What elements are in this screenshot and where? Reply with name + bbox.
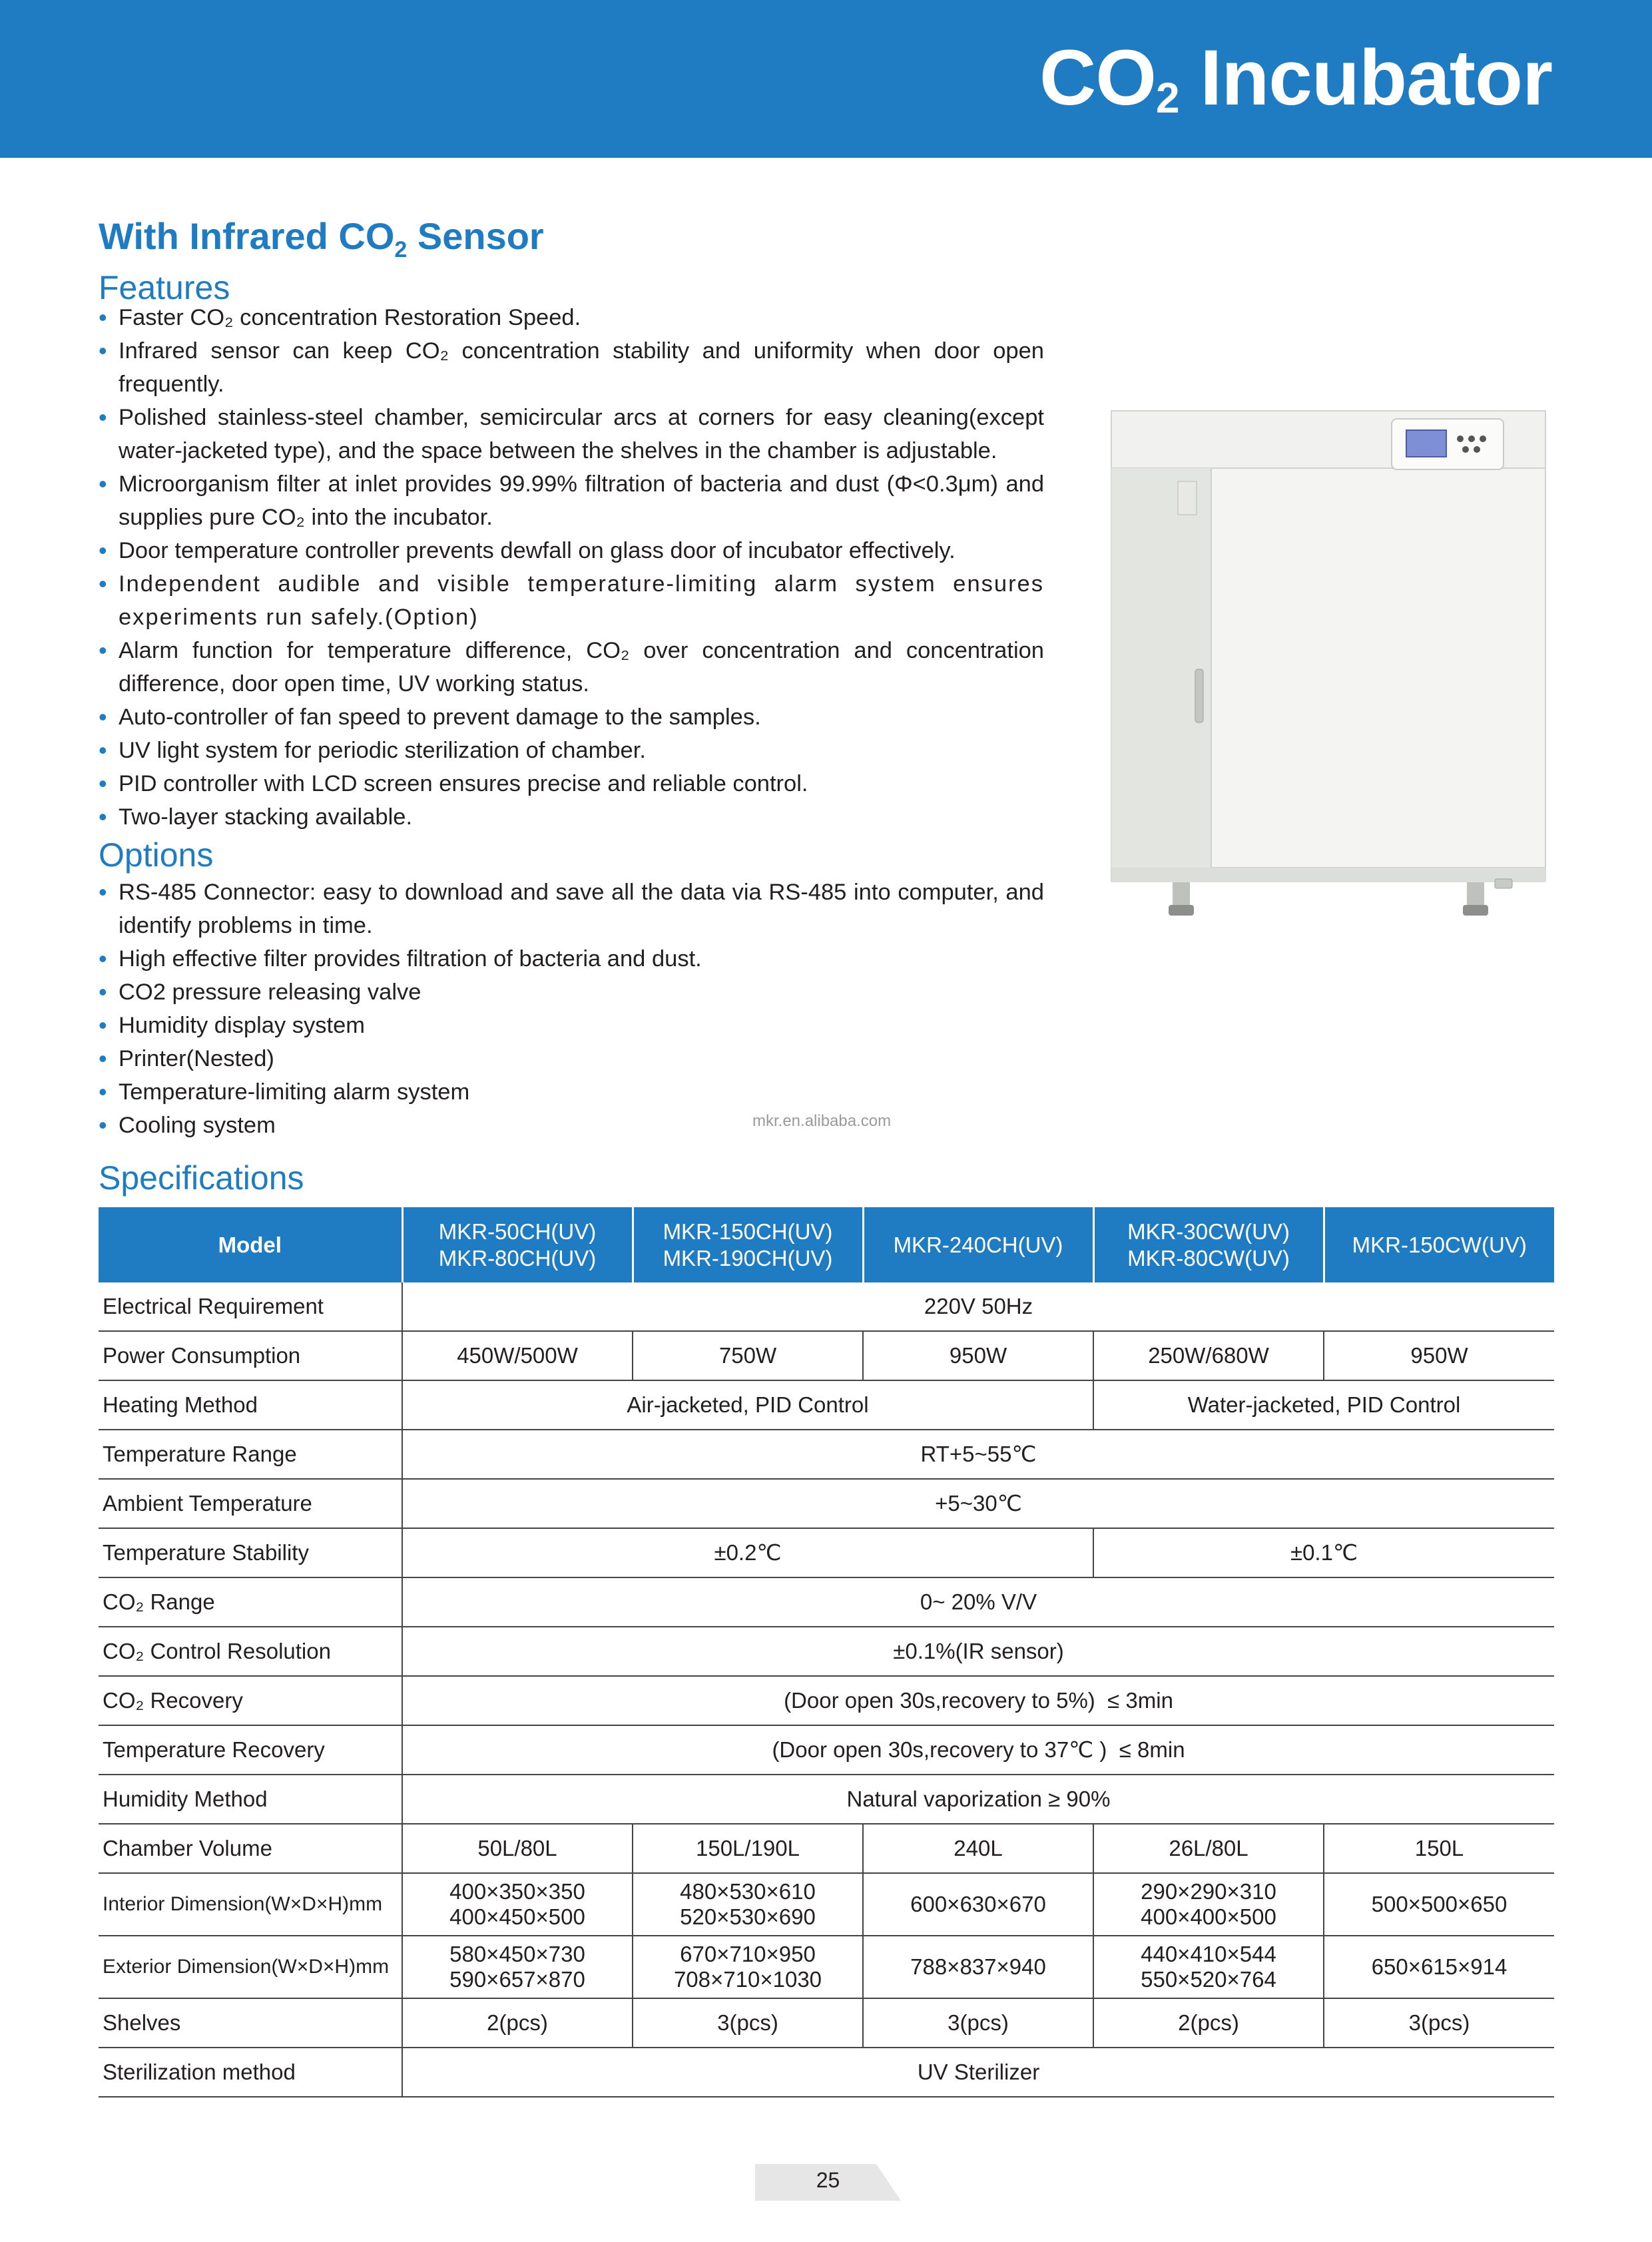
cell: 26L/80L bbox=[1093, 1824, 1324, 1873]
row-label: CO₂ Recovery bbox=[99, 1676, 402, 1725]
header-banner bbox=[0, 0, 1652, 158]
cell: 400×350×350 400×450×500 bbox=[402, 1873, 633, 1936]
watermark: mkr.en.alibaba.com bbox=[752, 1112, 892, 1130]
cell: (Door open 30s,recovery to 5%) ≤ 3min bbox=[402, 1676, 1554, 1725]
row-label: Power Consumption bbox=[99, 1331, 402, 1380]
option-item: • RS-485 Connector: easy to download and save all the data via RS-485 into computer, and identify problems in time. bbox=[99, 876, 1044, 942]
options-list bbox=[99, 876, 1044, 1142]
cell: 50L/80L bbox=[402, 1824, 633, 1873]
table-row bbox=[99, 1725, 1554, 1775]
table-row bbox=[99, 1998, 1554, 2048]
page-title: $CO_2$ Incubator bbox=[1039, 34, 1552, 122]
feature-item: • Auto-controller of fan speed to prevent damage to the samples. bbox=[99, 701, 1044, 734]
row-label: CO₂ Range bbox=[99, 1577, 402, 1627]
header-model-col: MKR-150CH(UV) MKR-190CH(UV) bbox=[633, 1207, 863, 1282]
cell: 220V 50Hz bbox=[402, 1282, 1554, 1331]
table-row bbox=[99, 1528, 1554, 1577]
row-label: Heating Method bbox=[99, 1380, 402, 1430]
cell: 750W bbox=[633, 1331, 863, 1380]
table-row bbox=[99, 1676, 1554, 1725]
option-item: • CO2 pressure releasing valve bbox=[99, 976, 1044, 1009]
feature-item: • Door temperature controller prevents dewfall on glass door of incubator effectively. bbox=[99, 534, 1044, 567]
cell: 150L bbox=[1324, 1824, 1554, 1873]
cell: 788×837×940 bbox=[863, 1936, 1093, 1998]
cell: +5~30℃ bbox=[402, 1479, 1554, 1528]
row-label: Temperature Recovery bbox=[99, 1725, 402, 1775]
cell: RT+5~55℃ bbox=[402, 1430, 1554, 1479]
row-label: Humidity Method bbox=[99, 1775, 402, 1824]
row-label: CO₂ Control Resolution bbox=[99, 1627, 402, 1676]
options-heading: Options bbox=[99, 836, 214, 874]
table-row bbox=[99, 1775, 1554, 1824]
row-label: Ambient Temperature bbox=[99, 1479, 402, 1528]
table-row bbox=[99, 1479, 1554, 1528]
cell: 2(pcs) bbox=[1093, 1998, 1324, 2048]
table-row bbox=[99, 1577, 1554, 1627]
cell: ±0.1℃ bbox=[1093, 1528, 1554, 1577]
subtitle: With Infrared $CO_2$ Sensor bbox=[99, 215, 544, 263]
cell: 600×630×670 bbox=[863, 1873, 1093, 1936]
cell: 950W bbox=[863, 1331, 1093, 1380]
row-label: Sterilization method bbox=[99, 2048, 402, 2097]
cell: 250W/680W bbox=[1093, 1331, 1324, 1380]
cell: 290×290×310 400×400×500 bbox=[1093, 1873, 1324, 1936]
incubator-product-image bbox=[1109, 410, 1548, 956]
cell: (Door open 30s,recovery to 37℃ ) ≤ 8min bbox=[402, 1725, 1554, 1775]
table-row bbox=[99, 2048, 1554, 2097]
feature-item: • Microorganism filter at inlet provides 99.99% filtration of bacteria and dust (Φ<0.3μm) and supplies pure CO₂ into the incubator. bbox=[99, 467, 1044, 534]
cell: ±0.1%(IR sensor) bbox=[402, 1627, 1554, 1676]
cell: 480×530×610 520×530×690 bbox=[633, 1873, 863, 1936]
row-label: Shelves bbox=[99, 1998, 402, 2048]
option-item: • Printer(Nested) bbox=[99, 1042, 1044, 1075]
cell: 240L bbox=[863, 1824, 1093, 1873]
row-label: Temperature Stability bbox=[99, 1528, 402, 1577]
row-label: Chamber Volume bbox=[99, 1824, 402, 1873]
cell: 440×410×544 550×520×764 bbox=[1093, 1936, 1324, 1998]
table-header-row bbox=[99, 1207, 1554, 1282]
feature-item: • UV light system for periodic sterilization of chamber. bbox=[99, 734, 1044, 767]
row-label: Exterior Dimension(W×D×H)mm bbox=[99, 1936, 402, 1998]
specifications-table bbox=[99, 1207, 1554, 2098]
page-number: 25 bbox=[816, 2168, 840, 2192]
cell: 450W/500W bbox=[402, 1331, 633, 1380]
cell: Water-jacketed, PID Control bbox=[1093, 1380, 1554, 1430]
row-label: Interior Dimension(W×D×H)mm bbox=[99, 1873, 402, 1936]
header-model-col: MKR-50CH(UV) MKR-80CH(UV) bbox=[402, 1207, 633, 1282]
features-list bbox=[99, 301, 1044, 834]
table-row bbox=[99, 1331, 1554, 1380]
cell: 580×450×730 590×657×870 bbox=[402, 1936, 633, 1998]
table-row bbox=[99, 1936, 1554, 1998]
table-row bbox=[99, 1430, 1554, 1479]
feature-item: • Two-layer stacking available. bbox=[99, 800, 1044, 834]
cell: Natural vaporization ≥ 90% bbox=[402, 1775, 1554, 1824]
header-model-col: MKR-30CW(UV) MKR-80CW(UV) bbox=[1093, 1207, 1324, 1282]
header-model: Model bbox=[99, 1207, 402, 1282]
table-row bbox=[99, 1282, 1554, 1331]
cell: 950W bbox=[1324, 1331, 1554, 1380]
cell: 3(pcs) bbox=[633, 1998, 863, 2048]
cell: 3(pcs) bbox=[1324, 1998, 1554, 2048]
feature-item: • Independent audible and visible temperature-limiting alarm system ensures experiments run safely.(Option) bbox=[99, 567, 1044, 634]
feature-item: • Polished stainless-steel chamber, semicircular arcs at corners for easy cleaning(except water-jacketed type), and the space between the shelves in the chamber is adjustable. bbox=[99, 401, 1044, 467]
feature-item: • PID controller with LCD screen ensures precise and reliable control. bbox=[99, 767, 1044, 800]
option-item: • High effective filter provides filtration of bacteria and dust. bbox=[99, 942, 1044, 976]
features-heading: Features bbox=[99, 269, 230, 306]
feature-item: • Alarm function for temperature difference, CO₂ over concentration and concentration difference, door open time, UV working status. bbox=[99, 634, 1044, 701]
option-item: • Temperature-limiting alarm system bbox=[99, 1075, 1044, 1109]
cell: 500×500×650 bbox=[1324, 1873, 1554, 1936]
cell: 0~ 20% V/V bbox=[402, 1577, 1554, 1627]
option-item: • Cooling system bbox=[99, 1109, 1044, 1142]
header-model-col: MKR-240CH(UV) bbox=[863, 1207, 1093, 1282]
row-label: Temperature Range bbox=[99, 1430, 402, 1479]
cell: 650×615×914 bbox=[1324, 1936, 1554, 1998]
table-row bbox=[99, 1873, 1554, 1936]
specifications-heading: Specifications bbox=[99, 1159, 304, 1197]
option-item: • Humidity display system bbox=[99, 1009, 1044, 1042]
cell: ±0.2℃ bbox=[402, 1528, 1093, 1577]
cell: 2(pcs) bbox=[402, 1998, 633, 2048]
table-row bbox=[99, 1824, 1554, 1873]
cell: Air-jacketed, PID Control bbox=[402, 1380, 1093, 1430]
row-label: Electrical Requirement bbox=[99, 1282, 402, 1331]
header-model-col: MKR-150CW(UV) bbox=[1324, 1207, 1554, 1282]
table-row bbox=[99, 1627, 1554, 1676]
feature-item: • Infrared sensor can keep CO₂ concentration stability and uniformity when door open frequently. bbox=[99, 334, 1044, 401]
feature-item: • Faster CO₂ concentration Restoration Speed. bbox=[99, 301, 1044, 334]
cell: UV Sterilizer bbox=[402, 2048, 1554, 2097]
table-row bbox=[99, 1380, 1554, 1430]
cell: 670×710×950 708×710×1030 bbox=[633, 1936, 863, 1998]
cell: 3(pcs) bbox=[863, 1998, 1093, 2048]
cell: 150L/190L bbox=[633, 1824, 863, 1873]
